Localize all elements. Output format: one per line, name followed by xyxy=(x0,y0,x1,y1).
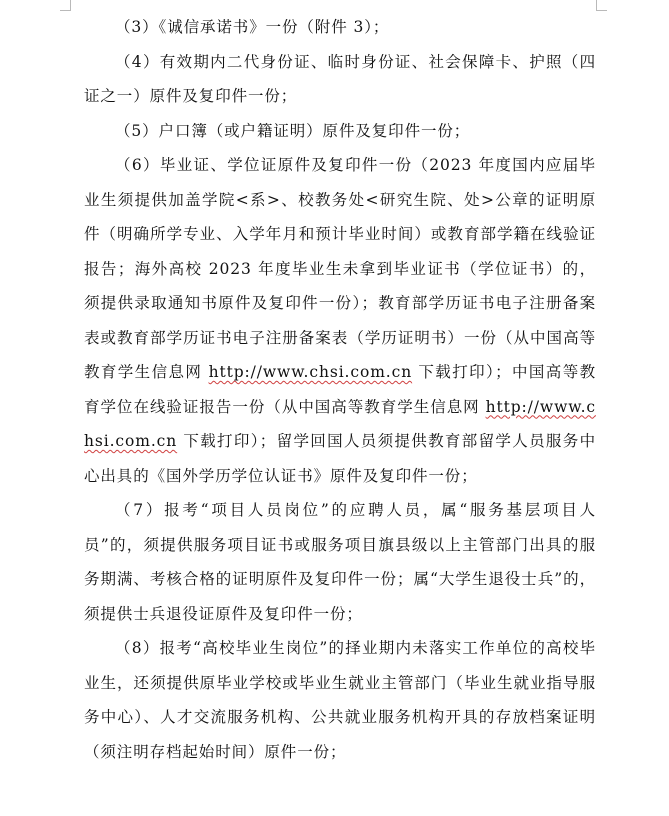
list-item-8: （8）报考“高校毕业生岗位”的择业期内未落实工作单位的高校毕业生，还须提供原毕业学校或毕业生就业主管部门（毕业生就业指导服务中心）、人才交流服务机构、公共就业服务机构开具的存放档案证明（须注明存档起始时间）原件一份； xyxy=(84,639,596,761)
page-corner-mark-left xyxy=(60,0,71,11)
page-corner-mark-right xyxy=(596,0,607,11)
chsi-link-1[interactable]: http://www.chsi.com.cn xyxy=(208,363,413,381)
list-item-4: （4）有效期内二代身份证、临时身份证、社会保障卡、护照（四证之一）原件及复印件一份； xyxy=(84,52,596,105)
list-item-5: （5）户口簿（或户籍证明）原件及复印件一份； xyxy=(115,121,471,140)
list-item-6-text-b: 下载打印）；中国高等教育学位在线验证报告一份（从中国高等教育学生信息网 xyxy=(84,363,596,416)
document-body xyxy=(84,10,596,769)
chsi-link-2[interactable]: http://www.chsi.com.cn xyxy=(84,397,596,450)
list-item-7: （7）报考“项目人员岗位”的应聘人员，属“服务基层项目人员”的，须提供服务项目证书或服务项目旗县级以上主管部门出具的服务期满、考核合格的证明原件及复印件一份；属“大学生退役士兵”的，须提供士兵退役证原件及复印件一份； xyxy=(84,501,596,623)
list-item-6-text-c: 下载打印）；留学回国人员须提供教育部留学人员服务中心出具的《国外学历学位认证书》原件及复印件一份； xyxy=(84,432,596,485)
list-item-3: （3）《诚信承诺书》一份（附件 3）； xyxy=(115,18,390,36)
list-item-6 xyxy=(84,148,596,493)
list-item-6-text-a: （6）毕业证、学位证原件及复印件一份（2023 年度国内应届毕业生须提供加盖学院<系>、校教务处<研究生院、处>公章的证明原件（明确所学专业、入学年月和预计毕业时间）或教育部学籍在线验证报告；海外高校 2023 年度毕业生未拿到毕业证书（学位证书）的，须提供录取通知书原件及复印件一份）；教育部学历证书电子注册备案表或教育部学历证书电子注册备案表（学历证明书）一份（从中国高等教育学生信息网 xyxy=(84,156,596,381)
